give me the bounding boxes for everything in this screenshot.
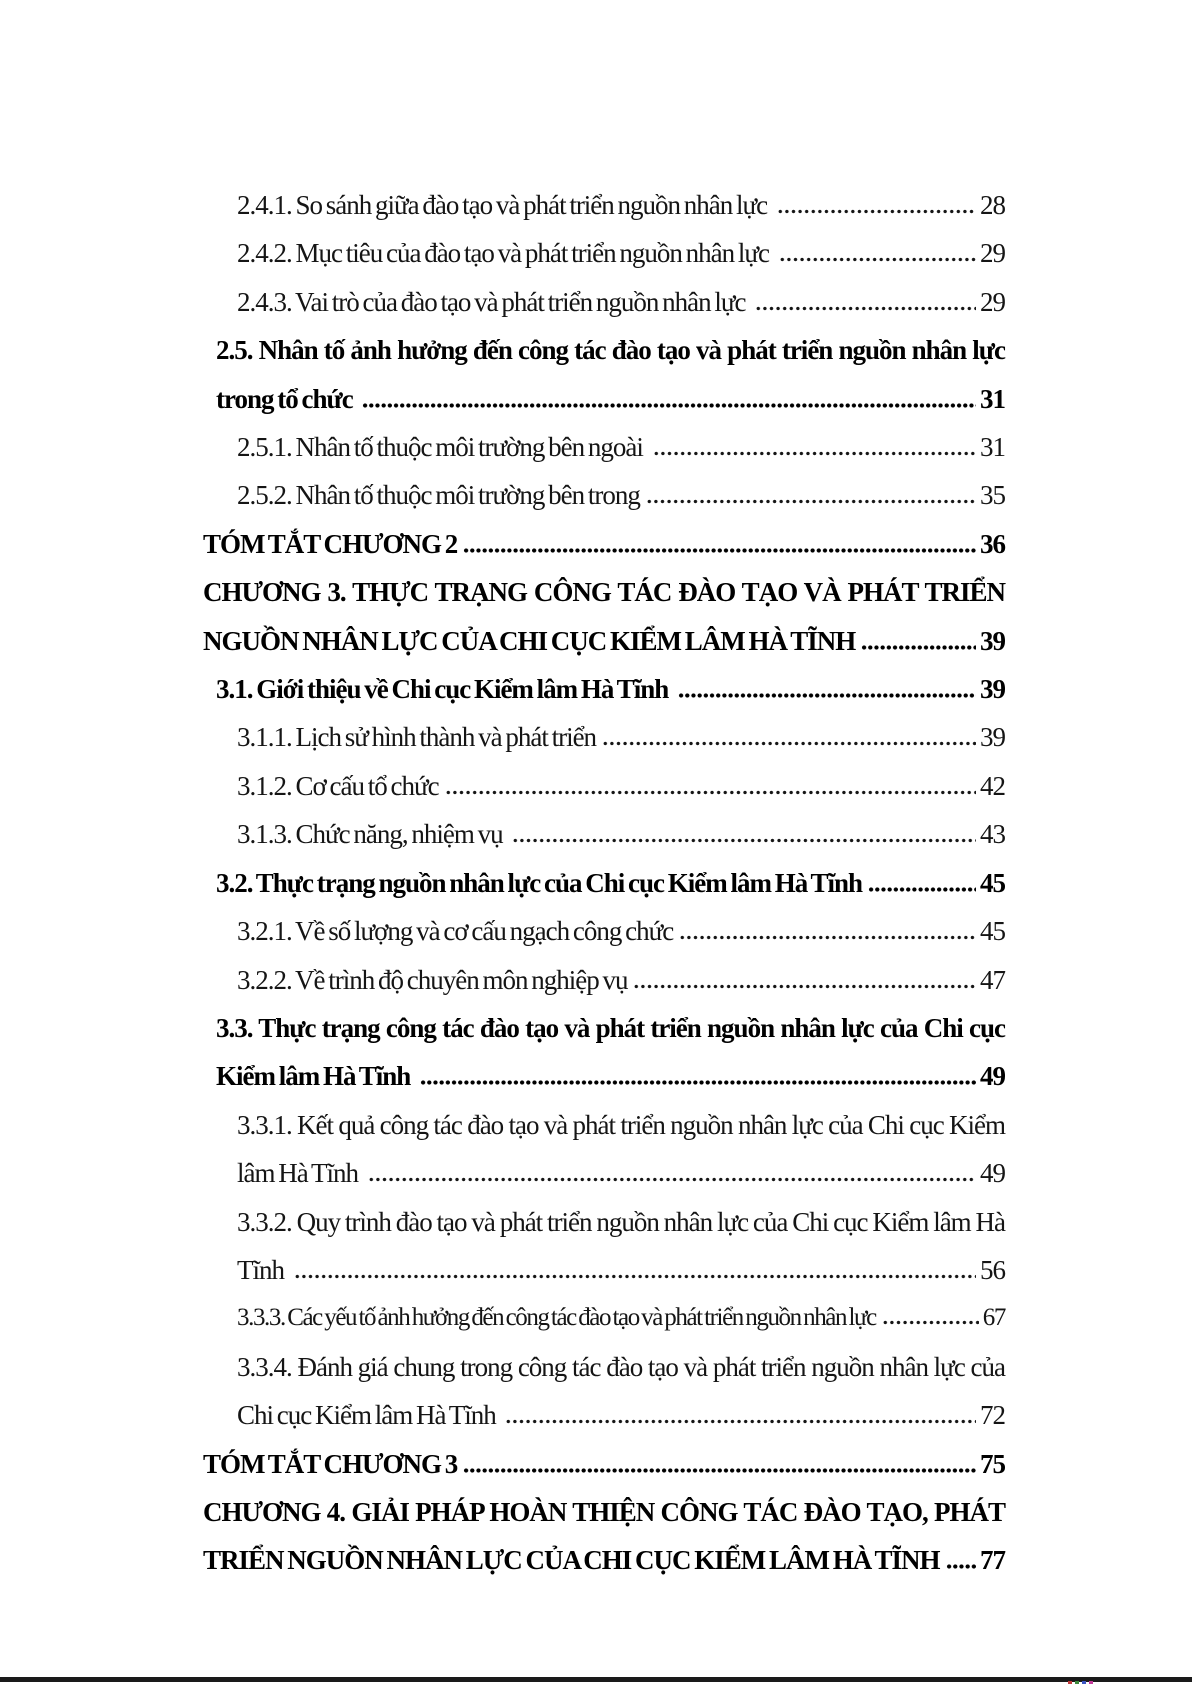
toc-entry-text: 3.1.3. Chức năng, nhiệm vụ [237, 819, 507, 850]
dot-leader [633, 984, 976, 989]
page-number: 39 [980, 625, 1005, 656]
page-number: 45 [980, 867, 1005, 898]
screen-artifact [1075, 1681, 1079, 1684]
toc-line: 3.3.1. Kết quả công tác đào tạo và phát triển nguồn nhân lực của Chi cục Kiểm [237, 1109, 1005, 1140]
toc-entry-text: Tĩnh [237, 1254, 288, 1285]
toc-line [237, 1246, 1005, 1294]
toc-entry [237, 810, 1005, 858]
toc-entry [237, 762, 1005, 810]
toc-entry [237, 713, 1005, 761]
toc-entry-text: 3.2. Thực trạng nguồn nhân lực của Chi cục Kiểm lâm Hà Tĩnh [216, 867, 863, 898]
page-number: 45 [980, 916, 1005, 947]
page-number: 29 [980, 238, 1005, 269]
page-number: 43 [980, 819, 1005, 850]
toc-entry [216, 326, 1005, 423]
page-number: 47 [980, 964, 1005, 995]
toc-entry [203, 520, 1005, 568]
toc-line: 3.3.4. Đánh giá chung trong công tác đào tạo và phát triển nguồn nhân lực của [237, 1351, 1005, 1382]
toc-line [237, 956, 1005, 1004]
page-number: 49 [980, 1061, 1005, 1092]
page-number: 35 [980, 480, 1005, 511]
toc-entry-text: 2.4.2. Mục tiêu của đào tạo và phát triển nguồn nhân lực [237, 238, 773, 269]
toc-entry [216, 1004, 1005, 1101]
page-number: 31 [980, 383, 1005, 414]
page-number: 29 [980, 286, 1005, 317]
toc-entry-text: 2.5.2. Nhân tố thuộc môi trường bên trong [237, 480, 640, 511]
toc-entry-text: 3.1.1. Lịch sử hình thành và phát triển [237, 722, 597, 753]
toc-entry-text: 3.1. Giới thiệu về Chi cục Kiểm lâm Hà Tĩnh [216, 674, 672, 705]
toc-line [237, 1149, 1005, 1197]
dot-leader [294, 1274, 976, 1279]
dot-leader [463, 548, 976, 553]
toc-entry [203, 568, 1005, 665]
toc-line [237, 471, 1005, 519]
toc-entry [237, 1101, 1005, 1198]
toc-entry [203, 1488, 1005, 1585]
dot-leader [653, 451, 976, 456]
toc-line [216, 859, 1005, 907]
screen-artifact [1082, 1681, 1086, 1684]
screen-artifact [1089, 1681, 1093, 1684]
toc-entry [237, 471, 1005, 519]
toc-entry-text: 3.3.3. Các yếu tố ảnh hưởng đến công tác đào tạo và phát triển nguồn nhân lực [237, 1304, 876, 1332]
toc-line [237, 229, 1005, 277]
dot-leader [362, 403, 976, 408]
dot-leader [679, 935, 976, 940]
page-number: 56 [980, 1254, 1005, 1285]
toc-line [237, 907, 1005, 955]
toc-entry [237, 181, 1005, 229]
toc-line [237, 181, 1005, 229]
screen-artifact [1068, 1681, 1072, 1684]
dot-leader [463, 1468, 976, 1473]
page-number: 39 [980, 722, 1005, 753]
toc-line [237, 713, 1005, 761]
toc-entry [237, 278, 1005, 326]
toc-entry-text: TÓM TẮT CHƯƠNG 2 [203, 528, 458, 559]
toc-entry [216, 665, 1005, 713]
toc-entry [237, 956, 1005, 1004]
toc-entry-text: Chi cục Kiểm lâm Hà Tĩnh [237, 1400, 500, 1431]
page-number: 72 [980, 1400, 1005, 1431]
toc-entry [237, 907, 1005, 955]
toc-line [203, 1440, 1005, 1488]
dot-leader [777, 209, 976, 214]
dot-leader [368, 1177, 976, 1182]
dot-leader [946, 1564, 976, 1569]
toc-line [237, 762, 1005, 810]
toc-entry [237, 1294, 1005, 1342]
dot-leader [755, 306, 976, 311]
dot-leader [861, 645, 976, 650]
dot-leader [678, 693, 976, 698]
toc-entry [237, 1198, 1005, 1295]
toc-line [237, 278, 1005, 326]
page-number: 67 [982, 1304, 1005, 1332]
page-number: 42 [980, 770, 1005, 801]
page-number: 77 [980, 1545, 1005, 1576]
toc-line: CHƯƠNG 3. THỰC TRẠNG CÔNG TÁC ĐÀO TẠO VÀ PHÁT TRIỂN [203, 577, 1005, 608]
toc-entry-text: 3.1.2. Cơ cấu tổ chức [237, 770, 439, 801]
toc-entry-text: 3.2.2. Về trình độ chuyên môn nghiệp vụ [237, 964, 628, 995]
dot-leader [646, 499, 976, 504]
toc-line [237, 1294, 1005, 1342]
toc-line [216, 665, 1005, 713]
toc-entry-text: TÓM TẮT CHƯƠNG 3 [203, 1448, 458, 1479]
toc-line [216, 1052, 1005, 1100]
toc-line: 3.3. Thực trạng công tác đào tạo và phát triển nguồn nhân lực của Chi cục [216, 1012, 1005, 1043]
dot-leader [445, 790, 976, 795]
page-number: 31 [980, 432, 1005, 463]
toc-line [216, 375, 1005, 423]
toc-line [203, 617, 1005, 665]
toc-entry [237, 1343, 1005, 1440]
toc-line [237, 423, 1005, 471]
dot-leader [512, 838, 976, 843]
toc-entry [237, 229, 1005, 277]
toc-entry-text: 2.4.1. So sánh giữa đào tạo và phát triển nguồn nhân lực [237, 190, 771, 220]
toc-entry-text: 2.5.1. Nhân tố thuộc môi trường bên ngoài [237, 432, 647, 463]
toc-entry-text: trong tổ chức [216, 383, 357, 414]
dot-leader [505, 1419, 976, 1424]
dot-leader [602, 741, 976, 746]
toc-entry-text: TRIỂN NGUỒN NHÂN LỰC CỦA CHI CỤC KIỂM LÂM HÀ TĨNH [203, 1545, 940, 1576]
toc-line: CHƯƠNG 4. GIẢI PHÁP HOÀN THIỆN CÔNG TÁC ĐÀO TẠO, PHÁT [203, 1496, 1005, 1527]
bottom-edge-bar [0, 1677, 1192, 1682]
toc-line [203, 520, 1005, 568]
toc-entry [237, 423, 1005, 471]
toc-line: 2.5. Nhân tố ảnh hưởng đến công tác đào tạo và phát triển nguồn nhân lực [216, 335, 1005, 366]
toc-entry-text: NGUỒN NHÂN LỰC CỦA CHI CỤC KIỂM LÂM HÀ TĨNH [203, 625, 856, 656]
toc-entry [203, 1440, 1005, 1488]
toc-entry-text: Kiểm lâm Hà Tĩnh [216, 1061, 415, 1092]
toc-line [237, 1391, 1005, 1439]
toc-line: 3.3.2. Quy trình đào tạo và phát triển nguồn nhân lực của Chi cục Kiểm lâm Hà [237, 1206, 1005, 1237]
page-number: 49 [980, 1158, 1005, 1189]
page-number: 75 [980, 1448, 1005, 1479]
dot-leader [779, 257, 976, 262]
toc-list [203, 181, 1005, 1585]
toc-entry-text: lâm Hà Tĩnh [237, 1158, 362, 1189]
toc-entry [216, 859, 1005, 907]
toc-line [237, 810, 1005, 858]
dot-leader [868, 887, 976, 892]
page-number: 28 [980, 190, 1005, 220]
toc-entry-text: 3.2.1. Về số lượng và cơ cấu ngạch công chức [237, 916, 674, 947]
toc-entry-text: 2.4.3. Vai trò của đào tạo và phát triển nguồn nhân lực [237, 286, 750, 317]
page-number: 36 [980, 528, 1005, 559]
toc-line [203, 1536, 1005, 1584]
dot-leader [882, 1320, 979, 1325]
dot-leader [420, 1080, 976, 1085]
page-number: 39 [980, 674, 1005, 705]
